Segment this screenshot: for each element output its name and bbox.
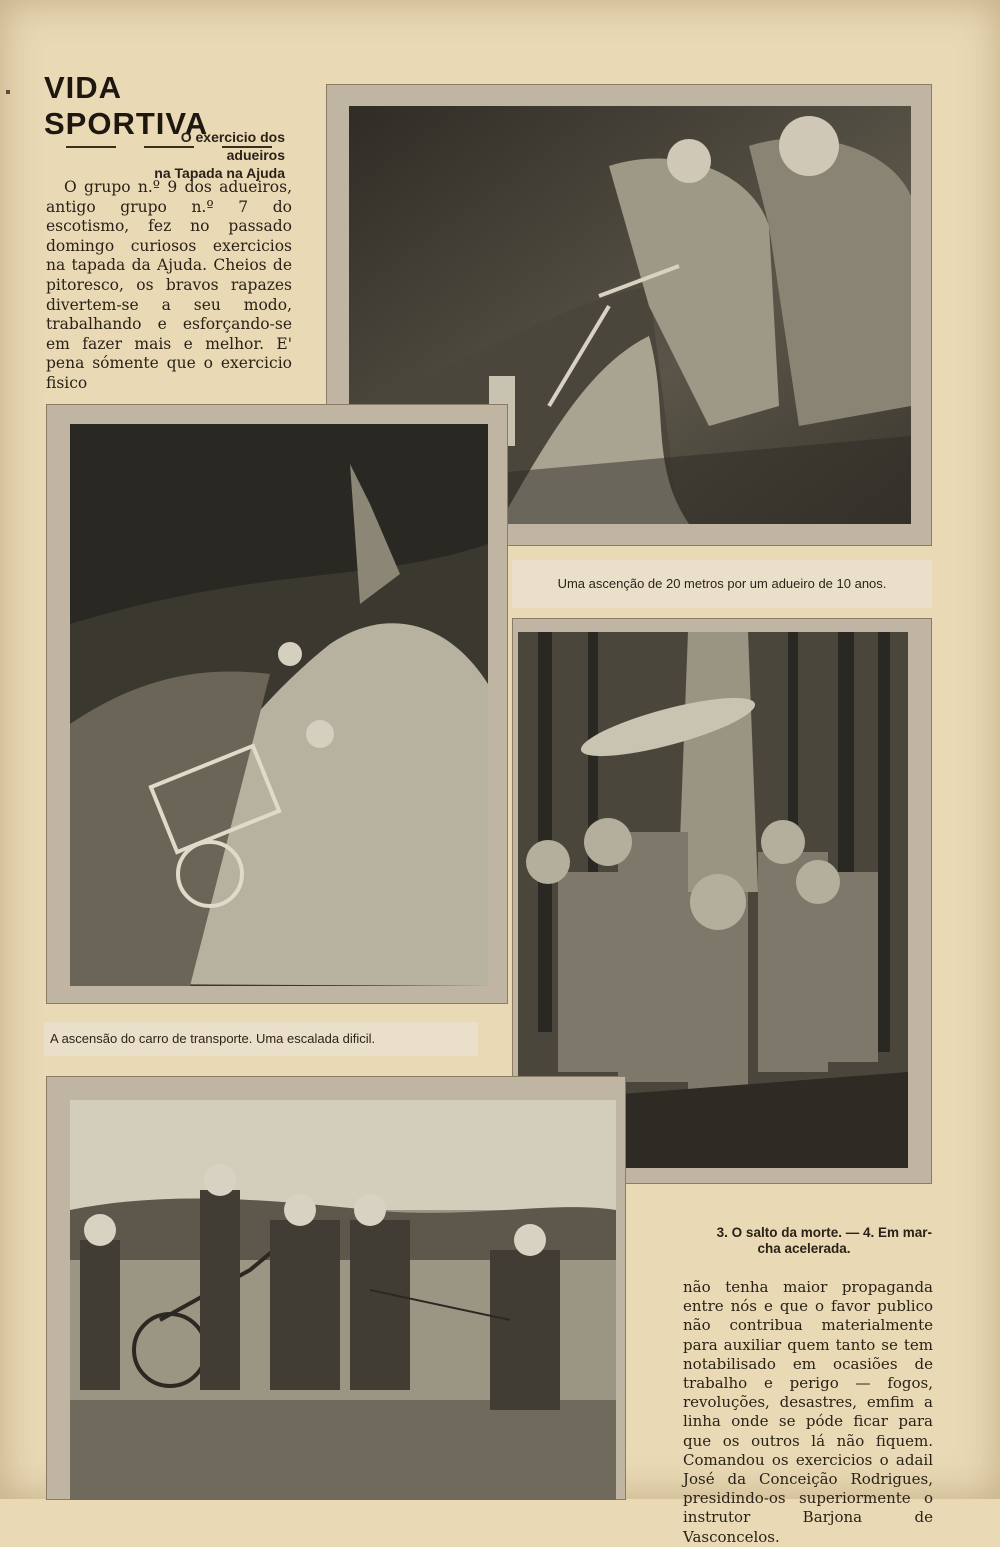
caption-photos-3-4-line-2: cha acelerada.	[757, 1241, 851, 1256]
photo-2-cart-ascent	[70, 424, 488, 986]
subtitle-line-1: O exercicio dos adueiros	[180, 129, 285, 163]
caption-photo-2	[44, 1022, 478, 1056]
caption-photo-1	[512, 560, 932, 608]
caption-photo-2-text: A ascensão do carro de transporte. Uma escalada dificil.	[50, 1031, 376, 1046]
article-subtitle	[120, 128, 285, 182]
caption-photo-1-text: Uma ascenção de 20 metros por um adueiro de 10 anos.	[557, 576, 887, 591]
photo-4-marcha-acelerada	[70, 1100, 616, 1500]
print-mark	[6, 90, 10, 94]
article-continuation-text: não tenha maior propaganda entre nós e que o favor publico não contribua materialmente para auxiliar quem tanto se tem notabilisado em ocasiões de trabalho e perigo — fogos, revoluções, desastres, emfim a linha onde se póde ficar para que os outros lá não fiquem. Comandou os exercicios o adail José da Conceição Rodrigues, presidindo-os superiormente o instrutor Barjona de Vasconcelos.	[683, 1278, 933, 1546]
page-title: VIDA SPORTIVA	[44, 70, 209, 141]
article-intro-text: O grupo n.º 9 dos adueiros, antigo grupo n.º 7 do escotismo, fez no passado domingo curiosos exercicios na tapada da Ajuda. Cheios de pitoresco, os bravos rapazes divertem-se a seu modo, trabalhando e esforçando-se em fazer mais e melhor. E' pena sómente que o exercicio fisico	[46, 178, 292, 392]
caption-photos-3-4	[676, 1225, 932, 1257]
subtitle-line-2: na Tapada na Ajuda	[154, 165, 285, 181]
caption-photos-3-4-line-1: 3. O salto da morte. — 4. Em mar-	[716, 1225, 932, 1240]
